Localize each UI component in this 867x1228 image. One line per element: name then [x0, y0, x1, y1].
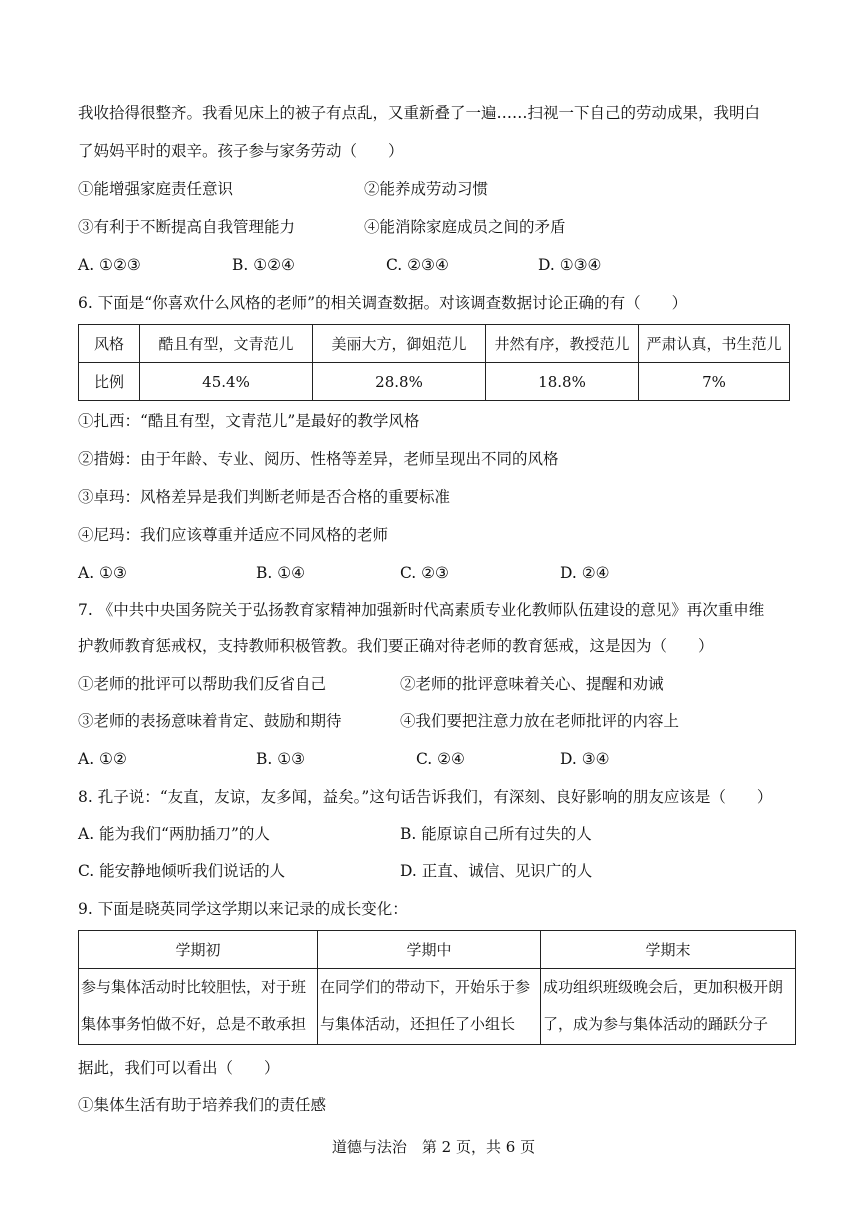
q5-text-line1: 我收拾得很整齐。我看见床上的被子有点乱，又重新叠了一遍……扫视一下自己的劳动成果，我明白: [78, 104, 761, 122]
q7-choice-d: D. ③④: [560, 750, 610, 768]
q9-stem: 9. 下面是晓英同学这学期以来记录的成长变化：: [78, 900, 408, 918]
q9-table-data-row: [79, 969, 796, 1045]
q7-choice-b: B. ①③: [256, 750, 306, 768]
page-footer: 道德与法治 第 2 页，共 6 页: [331, 1138, 536, 1156]
q9-cell-line: 与集体活动，还担任了小组长: [320, 1015, 516, 1033]
q5-option-3: ③有利于不断提高自我管理能力: [78, 218, 296, 236]
q5-choice-a: A. ①②③: [78, 256, 141, 274]
q6-header-cell: 井然有序，教授范儿: [486, 325, 639, 363]
q8-choice-a: A. 能为我们“两肋插刀”的人: [78, 825, 270, 843]
q7-option-1: ①老师的批评可以帮助我们反省自己: [78, 675, 327, 693]
q7-option-4: ④我们要把注意力放在老师批评的内容上: [400, 712, 680, 730]
q6-option-2: ②措姆：由于年龄、专业、阅历、性格等差异，老师呈现出不同的风格: [78, 450, 559, 468]
q6-table-data-row: [79, 363, 790, 401]
q5-option-4: ④能消除家庭成员之间的矛盾: [364, 218, 566, 236]
q9-table-header-row: [79, 931, 796, 969]
q9-data-cell: [541, 969, 796, 1045]
q9-cell-line: 集体事务怕做不好，总是不敢承担: [81, 1015, 307, 1033]
q6-header-cell: 严肃认真，书生范儿: [639, 325, 790, 363]
q9-header-cell: 学期中: [318, 931, 541, 969]
q6-data-cell: 18.8%: [486, 363, 639, 401]
q6-data-cell: 比例: [79, 363, 140, 401]
q9-cell-line: 参与集体活动时比较胆怯，对于班: [81, 978, 307, 996]
q5-text-line2: 了妈妈平时的艰辛。孩子参与家务劳动（ ）: [78, 142, 404, 160]
q8-choice-b: B. 能原谅自己所有过失的人: [400, 825, 592, 843]
q6-choice-a: A. ①③: [78, 564, 127, 582]
q9-data-cell: [79, 969, 318, 1045]
q6-header-cell: 酷且有型，文青范儿: [140, 325, 313, 363]
q7-stem-line2: 护教师教育惩戒权，支持教师积极管教。我们要正确对待老师的教育惩戒，这是因为（ ）: [78, 637, 714, 655]
q6-survey-table: [78, 324, 790, 401]
q6-data-cell: 7%: [639, 363, 790, 401]
q9-option-1: ①集体生活有助于培养我们的责任感: [78, 1096, 327, 1114]
q7-option-3: ③老师的表扬意味着肯定、鼓励和期待: [78, 712, 342, 730]
q6-stem: 6. 下面是“你喜欢什么风格的老师”的相关调查数据。对该调查数据讨论正确的有（ ）: [78, 294, 688, 312]
q6-choice-b: B. ①④: [256, 564, 306, 582]
q5-option-1: ①能增强家庭责任意识: [78, 180, 234, 198]
q7-choice-c: C. ②④: [416, 750, 465, 768]
q9-cell-line: 在同学们的带动下，开始乐于参: [320, 978, 531, 996]
q5-choice-b: B. ①②④: [232, 256, 295, 274]
q9-growth-table: [78, 930, 796, 1045]
q9-cell-line: 了，成为参与集体活动的踊跃分子: [543, 1015, 769, 1033]
q6-data-cell: 28.8%: [313, 363, 486, 401]
q7-option-2: ②老师的批评意味着关心、提醒和劝诫: [400, 675, 664, 693]
q8-choice-d: D. 正直、诚信、见识广的人: [400, 862, 593, 880]
q8-choice-c: C. 能安静地倾听我们说话的人: [78, 862, 286, 880]
q5-option-2: ②能养成劳动习惯: [364, 180, 489, 198]
q6-header-cell: 风格: [79, 325, 140, 363]
q6-option-3: ③卓玛：风格差异是我们判断老师是否合格的重要标准: [78, 488, 451, 506]
q6-option-1: ①扎西：“酷且有型，文青范儿”是最好的教学风格: [78, 412, 420, 430]
q6-header-cell: 美丽大方，御姐范儿: [313, 325, 486, 363]
q6-option-4: ④尼玛：我们应该尊重并适应不同风格的老师: [78, 526, 389, 544]
q6-choice-d: D. ②④: [560, 564, 610, 582]
q6-data-cell: 45.4%: [140, 363, 313, 401]
q9-cell-line: 成功组织班级晚会后，更加积极开朗: [543, 978, 784, 996]
q9-data-cell: [318, 969, 541, 1045]
q5-choice-c: C. ②③④: [386, 256, 449, 274]
q7-choice-a: A. ①②: [78, 750, 127, 768]
q6-choice-c: C. ②③: [400, 564, 449, 582]
q5-choice-d: D. ①③④: [538, 256, 602, 274]
q9-followup: 据此，我们可以看出（ ）: [78, 1059, 280, 1077]
q6-table-header-row: [79, 325, 790, 363]
q9-header-cell: 学期初: [79, 931, 318, 969]
q7-stem-line1: 7. 《中共中央国务院关于弘扬教育家精神加强新时代高素质专业化教师队伍建设的意见》再次重申维: [78, 601, 765, 619]
q9-header-cell: 学期末: [541, 931, 796, 969]
q8-stem: 8. 孔子说：“友直，友谅，友多闻，益矣。”这句话告诉我们，有深刻、良好影响的朋友应该是（ ）: [78, 788, 773, 806]
